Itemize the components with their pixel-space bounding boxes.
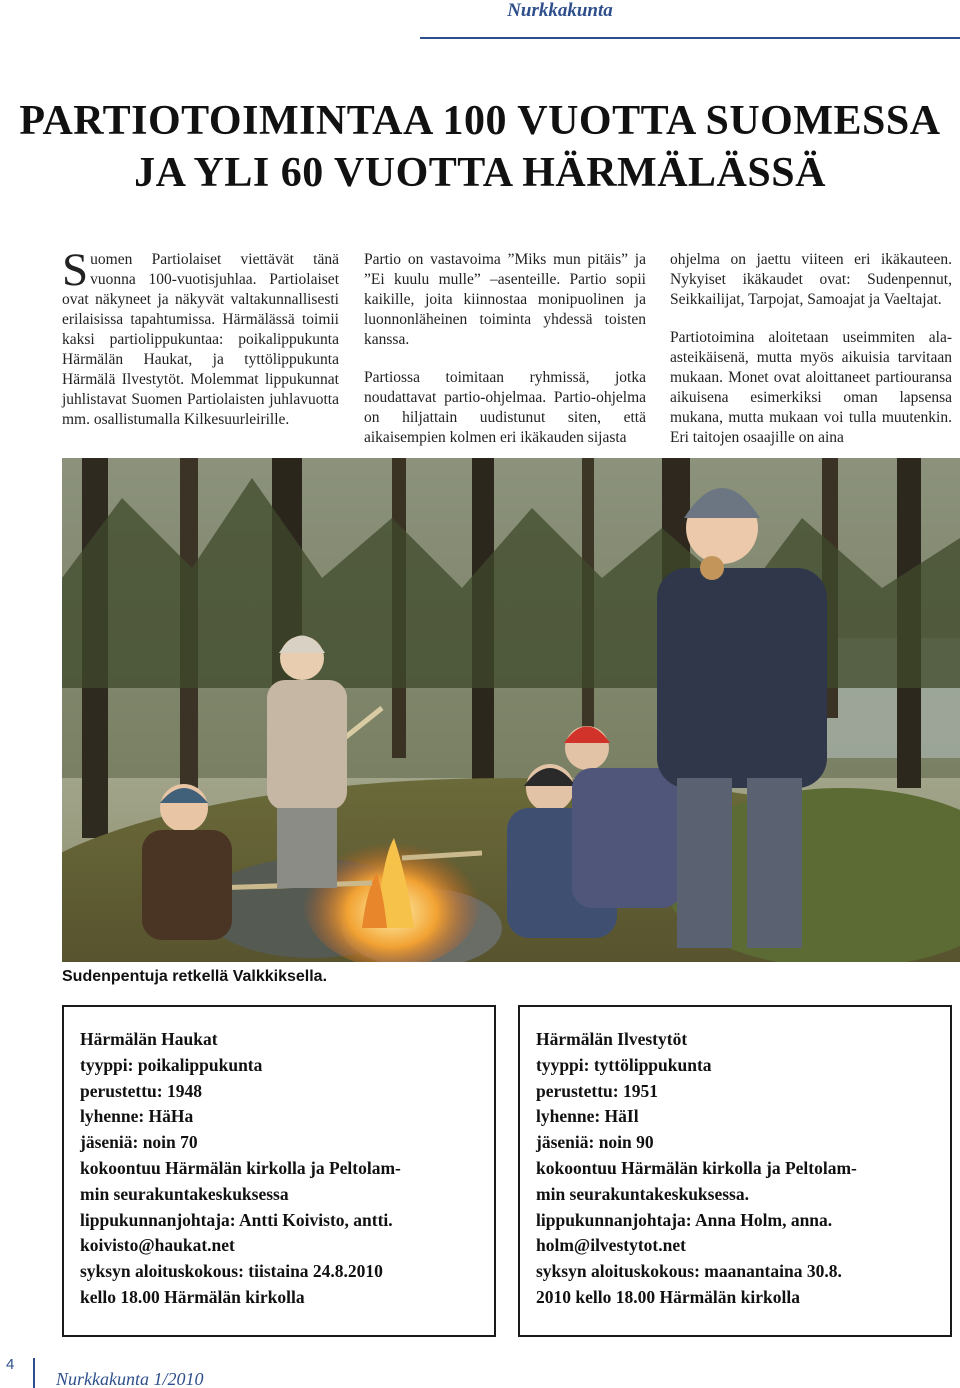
box1-line: lippukunnanjohtaja: Antti Koivisto, antti. <box>80 1209 393 1230</box>
box1-line: kokoontuu Härmälän kirkolla ja Peltolam- <box>80 1157 401 1178</box>
box2-line: syksyn aloituskokous: maanantaina 30.8. <box>536 1261 842 1282</box>
box1-line: perustettu: 1948 <box>80 1080 202 1101</box>
info-box-ilvestytot <box>518 1005 952 1337</box>
footer-rule <box>33 1358 35 1388</box>
box2-line: tyyppi: tyttölippukunta <box>536 1054 712 1075</box>
column-3-paragraph-2: Partiotoimina aloitetaan useimmiten ala-asteikäisenä, mutta myös aikuisia tarvitaan mukaan. Monet ovat aloittaneet partiouransa aikuisena esimerkiksi oman lapsensa mukana, mutta mukaan voi tulla muutenkin. Eri taitojen osaajille on aina <box>670 329 952 446</box>
column-1-paragraph <box>62 244 339 430</box>
box2-line: lippukunnanjohtaja: Anna Holm, anna. <box>536 1209 833 1230</box>
box2-line: 2010 kello 18.00 Härmälän kirkolla <box>536 1286 800 1307</box>
box2-line: Härmälän Ilvestytöt <box>536 1029 688 1049</box>
section-tag: Nurkkakunta <box>507 0 613 21</box>
page-number: 4 <box>6 1356 15 1373</box>
headline-line-1: PARTIOTOIMINTAA 100 VUOTTA SUOMESSA <box>19 98 941 144</box>
column-3-paragraph-1: ohjelma on jaettu viiteen eri ikäkauteen. Nykyiset ikäkaudet ovat: Sudenpennut, Seikkailijat, Tarpojat, Samoajat ja Vaeltajat. <box>670 251 952 308</box>
box2-line: holm@ilvestytot.net <box>536 1235 686 1256</box>
box2-line: lyhenne: HäIl <box>536 1106 639 1127</box>
box1-line: lyhenne: HäHa <box>80 1106 194 1127</box>
article-column-2 <box>364 250 646 466</box>
box2-line: perustettu: 1951 <box>536 1080 658 1101</box>
scouts-campfire-photo <box>62 458 960 962</box>
box1-line: koivisto@haukat.net <box>80 1235 235 1256</box>
article-headline <box>0 95 960 199</box>
box1-line: jäseniä: noin 70 <box>80 1132 198 1153</box>
box2-line: min seurakuntakeskuksessa. <box>536 1183 749 1204</box>
article-column-3 <box>670 250 952 466</box>
column-1-text: uomen Partiolaiset viettävät tänä vuonna 100-vuotisjuhlaa. Partiolaiset ovat näkyneet ja näkyvät valtakunnallisesti erilaisissa tapahtumissa. Härmälässä toimii kaksi partiolippukuntaa: poikalippukunta Härmälän Haukat, ja tyttölippukunta Härmälä Ilvestytöt. Molemmat lippukunnat juhlistavat Suomen Partiolaisten juhlavuotta mm. osallistumalla Kilkesuurleirille. <box>62 251 339 428</box>
photo-caption: Sudenpentuja retkellä Valkkiksella. <box>62 968 328 985</box>
info-box-haukat <box>62 1005 496 1337</box>
header-rule <box>420 37 960 39</box>
headline-line-2: JA YLI 60 VUOTTA HÄRMÄLÄSSÄ <box>134 150 826 196</box>
column-2-paragraph-1: Partio on vastavoima ”Miks mun pitäis” ja ”Ei kuulu mulle” –asenteille. Partio sopii kaikille, joita kiinnostaa monipuolinen ja luonnonläheinen toiminta yhdessä toisten kanssa. <box>364 251 646 348</box>
box1-line: Härmälän Haukat <box>80 1029 218 1049</box>
drop-cap: S <box>62 244 89 296</box>
box1-line: min seurakuntakeskuksessa <box>80 1183 289 1204</box>
column-2-paragraph-2: Partiossa toimitaan ryhmissä, jotka noudattavat partio-ohjelmaa. Partio-ohjelma on hiljattain uudistunut siten, että aikaisempien kolmen eri ikäkauden sijasta <box>364 369 646 446</box>
article-column-1 <box>62 244 339 448</box>
box2-line: jäseniä: noin 90 <box>536 1132 654 1153</box>
footer-title: Nurkkakunta 1/2010 <box>56 1369 204 1388</box>
box2-line: kokoontuu Härmälän kirkolla ja Peltolam- <box>536 1157 857 1178</box>
box1-line: tyyppi: poikalippukunta <box>80 1054 263 1075</box>
box1-line: syksyn aloituskokous: tiistaina 24.8.2010 <box>80 1261 383 1282</box>
box1-line: kello 18.00 Härmälän kirkolla <box>80 1286 305 1307</box>
